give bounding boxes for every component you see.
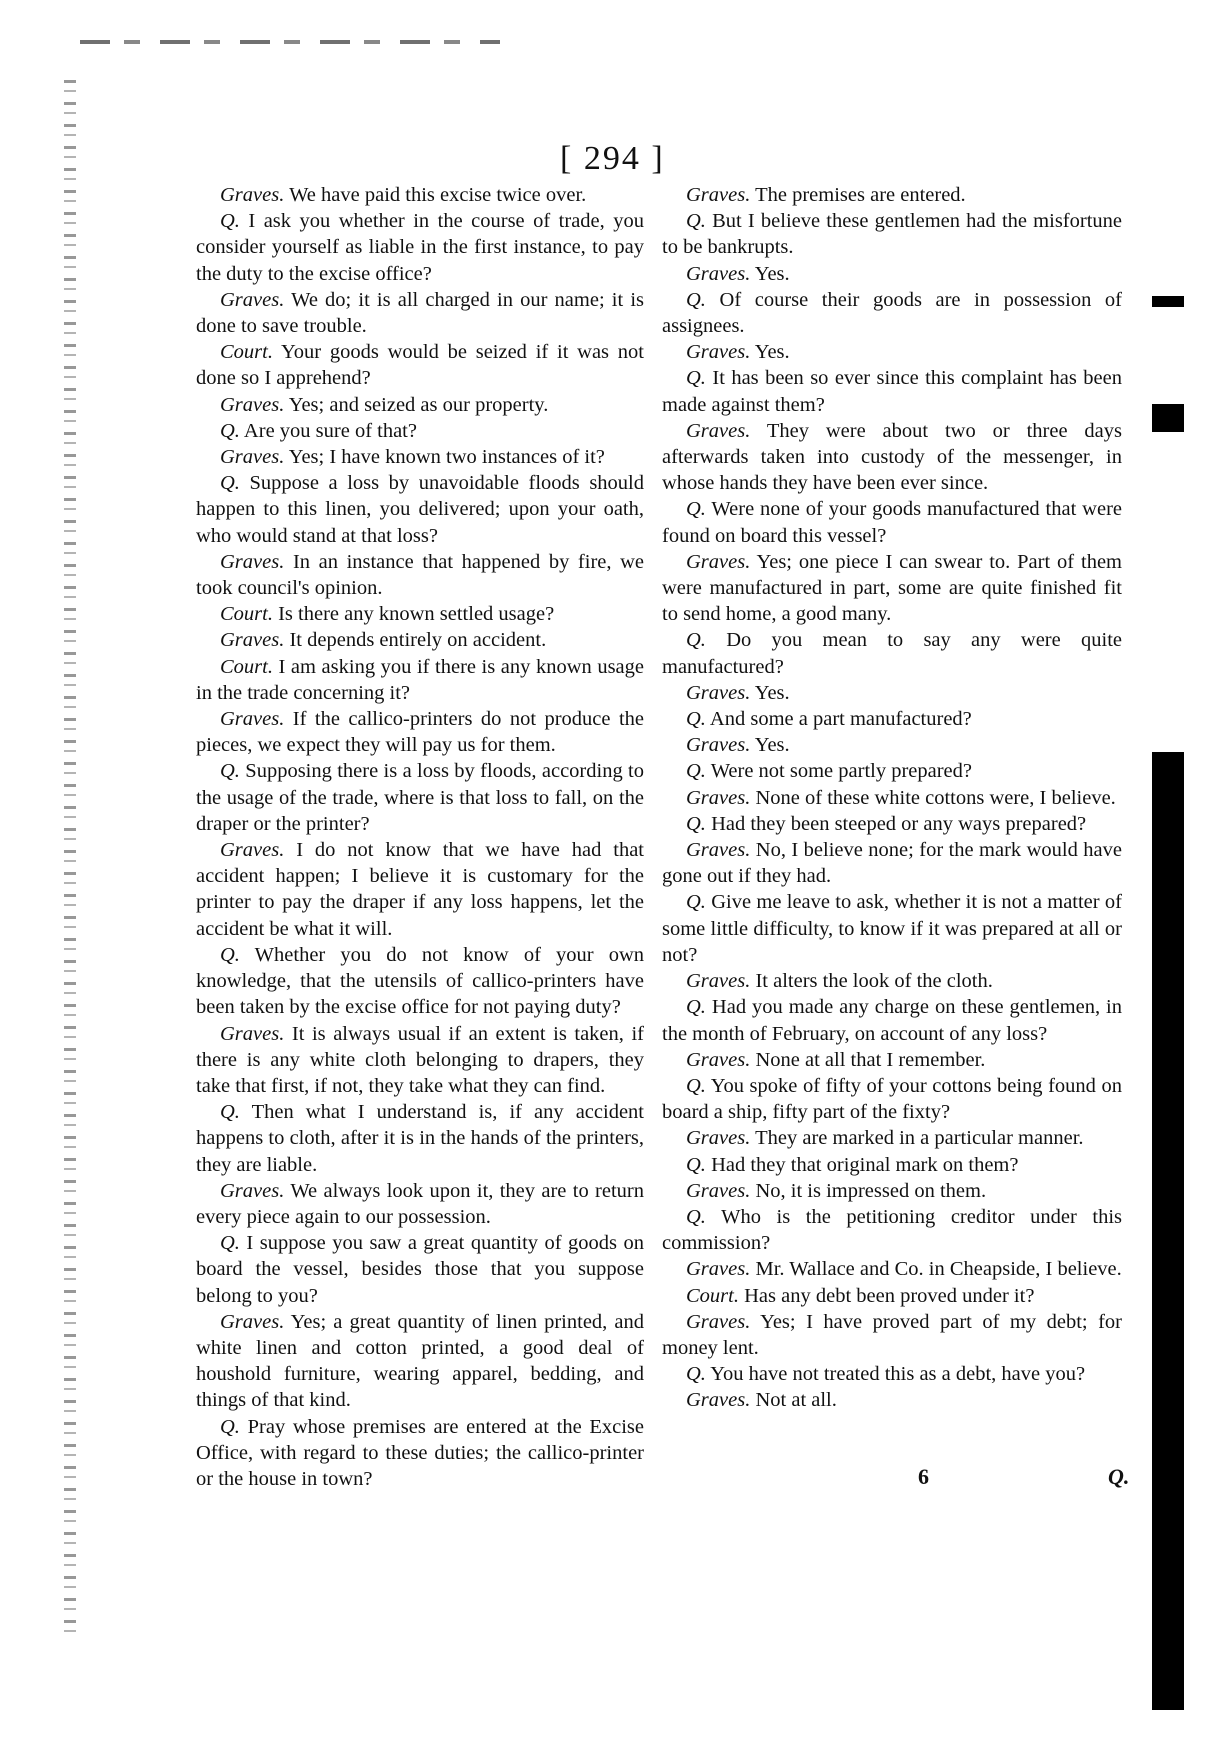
- testimony-text: I suppose you saw a great quantity of goods on board the vessel, besides those that you suppose belong to you?: [196, 1232, 644, 1307]
- testimony-paragraph: [196, 601, 644, 627]
- testimony-text: Yes.: [750, 734, 790, 757]
- speaker-label: Graves.: [686, 341, 751, 364]
- left-column: [196, 182, 644, 1492]
- speaker-label: Q.: [686, 891, 706, 914]
- speaker-label: Graves.: [220, 1179, 285, 1202]
- speaker-label: Q.: [686, 812, 706, 835]
- speaker-label: Graves.: [686, 681, 751, 704]
- testimony-paragraph: [196, 339, 644, 391]
- testimony-text: Are you sure of that?: [239, 419, 417, 442]
- testimony-text: Yes; I have known two instances of it?: [284, 446, 605, 469]
- scan-noise-left-margin: [64, 80, 76, 1640]
- testimony-paragraph: [196, 208, 644, 287]
- testimony-paragraph: [196, 654, 644, 706]
- speaker-label: Graves.: [220, 1310, 285, 1333]
- testimony-paragraph: [662, 811, 1122, 837]
- testimony-paragraph: [196, 287, 644, 339]
- speaker-label: Graves.: [220, 393, 285, 416]
- testimony-text: You spoke of fifty of your cottons being found on board a ship, fifty part of the fixty?: [662, 1074, 1122, 1124]
- testimony-text: Had they been steeped or any ways prepared?: [705, 812, 1087, 835]
- testimony-paragraph: [662, 1361, 1122, 1387]
- testimony-text: Yes; a great quantity of linen printed, and white linen and cotton printed, a good deal of houshold furniture, wearing apparel, bedding, and things of that kind.: [196, 1310, 644, 1412]
- testimony-text: Pray whose premises are entered at the Excise Office, with regard to these duties; the callico-printer or the house in town?: [196, 1415, 644, 1490]
- testimony-paragraph: [196, 444, 644, 470]
- page-number: [ 294 ]: [560, 140, 665, 177]
- testimony-text: Give me leave to ask, whether it is not a matter of some little difficulty, to know if it was prepared at all or not?: [662, 891, 1122, 966]
- speaker-label: Graves.: [686, 1048, 751, 1071]
- speaker-label: Q.: [686, 1205, 706, 1228]
- testimony-paragraph: [662, 1256, 1122, 1282]
- speaker-label: Q.: [686, 760, 706, 783]
- testimony-text: Yes.: [750, 262, 790, 285]
- testimony-paragraph: [196, 1230, 644, 1309]
- testimony-text: I am asking you if there is any known usage in the trade concerning it?: [196, 655, 644, 704]
- speaker-label: Q.: [686, 1363, 706, 1386]
- speaker-label: Q.: [220, 472, 240, 495]
- speaker-label: Graves.: [686, 839, 751, 862]
- testimony-paragraph: [662, 496, 1122, 548]
- speaker-label: Graves.: [220, 839, 285, 862]
- speaker-label: Court.: [686, 1284, 739, 1307]
- testimony-paragraph: [662, 549, 1122, 628]
- testimony-text: It has been so ever since this complaint has been made against them?: [662, 367, 1122, 416]
- speaker-label: Q.: [220, 419, 240, 442]
- speaker-label: Q.: [686, 629, 706, 652]
- testimony-text: We always look upon it, they are to return every piece again to our possession.: [196, 1179, 644, 1228]
- testimony-paragraph: [662, 339, 1122, 365]
- speaker-label: Graves.: [686, 550, 751, 573]
- speaker-label: Graves.: [686, 734, 751, 757]
- testimony-paragraph: [662, 758, 1122, 784]
- testimony-text: Were none of your goods manufactured that were found on board this vessel?: [662, 498, 1122, 547]
- speaker-label: Q.: [686, 996, 706, 1019]
- speaker-label: Graves.: [686, 1127, 751, 1150]
- speaker-label: Q.: [686, 288, 706, 311]
- testimony-paragraph: [196, 1178, 644, 1230]
- testimony-text: Your goods would be seized if it was not done so I apprehend?: [196, 341, 644, 390]
- speaker-label: Graves.: [686, 262, 751, 285]
- speaker-label: Graves.: [220, 550, 285, 573]
- testimony-text: We do; it is all charged in our name; it is done to save trouble.: [196, 288, 644, 338]
- testimony-paragraph: [662, 1283, 1122, 1309]
- testimony-paragraph: [196, 1099, 644, 1178]
- catchword: Q.: [1108, 1464, 1130, 1489]
- speaker-label: Q.: [686, 708, 706, 731]
- speaker-label: Graves.: [686, 419, 751, 442]
- testimony-paragraph: [662, 994, 1122, 1046]
- speaker-label: Graves.: [686, 184, 751, 206]
- testimony-text: If the callico-printers do not produce the pieces, we expect they will pay us for them.: [196, 708, 644, 757]
- testimony-text: Yes; I have proved part of my debt; for money lent.: [662, 1310, 1122, 1359]
- scan-noise-top: [80, 40, 500, 44]
- testimony-paragraph: [662, 680, 1122, 706]
- testimony-paragraph: [662, 968, 1122, 994]
- speaker-label: Court.: [220, 603, 273, 626]
- testimony-paragraph: [196, 549, 644, 601]
- testimony-paragraph: [196, 392, 644, 418]
- speaker-label: Graves.: [686, 1310, 751, 1333]
- testimony-text: Mr. Wallace and Co. in Cheapside, I believe.: [750, 1258, 1122, 1281]
- testimony-text: Not at all.: [750, 1389, 837, 1412]
- testimony-text: But I believe these gentlemen had the misfortune to be bankrupts.: [662, 210, 1122, 259]
- testimony-text: Do you mean to say any were quite manufactured?: [662, 629, 1122, 678]
- scan-edge-mark: [1152, 296, 1184, 307]
- speaker-label: Q.: [686, 1074, 706, 1097]
- testimony-paragraph: [662, 1073, 1122, 1125]
- testimony-paragraph: [662, 1178, 1122, 1204]
- testimony-text: Is there any known settled usage?: [272, 603, 555, 626]
- scan-edge-mark: [1152, 404, 1184, 432]
- right-column: [662, 182, 1122, 1414]
- testimony-paragraph: [662, 1204, 1122, 1256]
- testimony-paragraph: [662, 1152, 1122, 1178]
- testimony-text: We have paid this excise twice over.: [284, 184, 587, 206]
- testimony-text: It is always usual if an extent is taken, if there is any white cloth belonging to drapers, they take that first, if not, they take what they can find.: [196, 1022, 644, 1097]
- testimony-text: In an instance that happened by fire, we took council's opinion.: [196, 550, 644, 600]
- testimony-paragraph: [662, 208, 1122, 260]
- testimony-text: It depends entirely on accident.: [284, 629, 547, 652]
- testimony-text: They are marked in a particular manner.: [750, 1127, 1084, 1150]
- testimony-paragraph: [196, 942, 644, 1021]
- testimony-paragraph: [662, 261, 1122, 287]
- speaker-label: Graves.: [220, 629, 285, 652]
- testimony-text: Yes; one piece I can swear to. Part of them were manufactured in part, some are quite finished fit to send home, a good many.: [662, 550, 1122, 626]
- testimony-text: Had they that original mark on them?: [705, 1153, 1019, 1176]
- testimony-paragraph: [662, 837, 1122, 889]
- testimony-paragraph: [196, 706, 644, 758]
- testimony-text: Yes.: [750, 341, 790, 364]
- testimony-paragraph: [662, 1387, 1122, 1413]
- speaker-label: Q.: [220, 760, 240, 783]
- speaker-label: Graves.: [220, 446, 285, 469]
- testimony-paragraph: [662, 732, 1122, 758]
- testimony-text: Then what I understand is, if any accident happens to cloth, after it is in the hands of the printers, they are liable.: [196, 1101, 644, 1176]
- testimony-paragraph: [196, 758, 644, 837]
- speaker-label: Q.: [686, 498, 706, 521]
- speaker-label: Graves.: [220, 288, 285, 311]
- testimony-paragraph: [196, 1021, 644, 1100]
- testimony-text: They were about two or three days afterwards taken into custody of the messenger, in whose hands they have been ever since.: [662, 419, 1122, 495]
- testimony-paragraph: [662, 1125, 1122, 1151]
- testimony-text: Had you made any charge on these gentlemen, in the month of February, on account of any loss?: [662, 996, 1122, 1045]
- testimony-text: Yes; and seized as our property.: [284, 393, 549, 416]
- testimony-text: It alters the look of the cloth.: [750, 970, 993, 993]
- speaker-label: Graves.: [220, 184, 285, 206]
- testimony-text: You have not treated this as a debt, have you?: [705, 1363, 1086, 1386]
- speaker-label: Graves.: [220, 1022, 285, 1045]
- testimony-text: Has any debt been proved under it?: [738, 1284, 1035, 1307]
- speaker-label: Q.: [220, 943, 240, 966]
- speaker-label: Graves.: [686, 970, 751, 993]
- speaker-label: Q.: [686, 367, 706, 390]
- testimony-paragraph: [662, 785, 1122, 811]
- testimony-paragraph: [662, 287, 1122, 339]
- testimony-text: Who is the petitioning creditor under this commission?: [662, 1205, 1122, 1255]
- testimony-text: No, I believe none; for the mark would have gone out if they had.: [662, 839, 1122, 888]
- signature-mark: 6: [918, 1464, 929, 1489]
- testimony-paragraph: [196, 418, 644, 444]
- testimony-paragraph: [196, 1414, 644, 1493]
- testimony-text: And some a part manufactured?: [705, 708, 972, 731]
- speaker-label: Court.: [220, 341, 273, 364]
- speaker-label: Q.: [220, 1415, 240, 1438]
- speaker-label: Q.: [220, 1232, 240, 1255]
- testimony-text: I ask you whether in the course of trade, you consider yourself as liable in the first instance, to pay the duty to the excise office?: [196, 210, 644, 285]
- testimony-text: I do not know that we have had that accident happen; I believe it is customary for the printer to pay the draper if any loss happens, let the accident be what it will.: [196, 839, 644, 940]
- testimony-paragraph: [662, 1047, 1122, 1073]
- testimony-paragraph: [662, 182, 1122, 208]
- testimony-paragraph: [662, 706, 1122, 732]
- speaker-label: Graves.: [686, 786, 751, 809]
- testimony-text: None of these white cottons were, I believe.: [750, 786, 1116, 809]
- testimony-text: Of course their goods are in possession of assignees.: [662, 288, 1122, 338]
- testimony-paragraph: [196, 470, 644, 549]
- testimony-paragraph: [662, 1309, 1122, 1361]
- testimony-text: No, it is impressed on them.: [750, 1179, 987, 1202]
- testimony-text: None at all that I remember.: [750, 1048, 986, 1071]
- testimony-text: Suppose a loss by unavoidable floods should happen to this linen, you delivered; upon your oath, who would stand at that loss?: [196, 472, 644, 547]
- speaker-label: Graves.: [686, 1389, 751, 1412]
- testimony-paragraph: [662, 889, 1122, 968]
- speaker-label: Graves.: [686, 1179, 751, 1202]
- speaker-label: Q.: [686, 210, 706, 233]
- speaker-label: Q.: [220, 1101, 240, 1124]
- testimony-paragraph: [662, 627, 1122, 679]
- speaker-label: Graves.: [220, 708, 285, 731]
- testimony-text: Whether you do not know of your own knowledge, that the utensils of callico-printers have been taken by the excise office for not paying duty?: [196, 943, 644, 1019]
- scan-edge-bar: [1152, 752, 1184, 1710]
- testimony-text: Yes.: [750, 681, 790, 704]
- testimony-paragraph: [196, 837, 644, 942]
- testimony-paragraph: [662, 418, 1122, 497]
- speaker-label: Q.: [686, 1153, 706, 1176]
- testimony-paragraph: [196, 182, 644, 208]
- testimony-text: Were not some partly prepared?: [705, 760, 973, 783]
- speaker-label: Q.: [220, 210, 240, 233]
- speaker-label: Court.: [220, 655, 273, 678]
- testimony-text: The premises are entered.: [750, 184, 966, 206]
- testimony-paragraph: [196, 1309, 644, 1414]
- testimony-paragraph: [662, 365, 1122, 417]
- testimony-text: Supposing there is a loss by floods, according to the usage of the trade, where is that loss to fall, on the draper or the printer?: [196, 760, 644, 835]
- testimony-paragraph: [196, 627, 644, 653]
- speaker-label: Graves.: [686, 1258, 751, 1281]
